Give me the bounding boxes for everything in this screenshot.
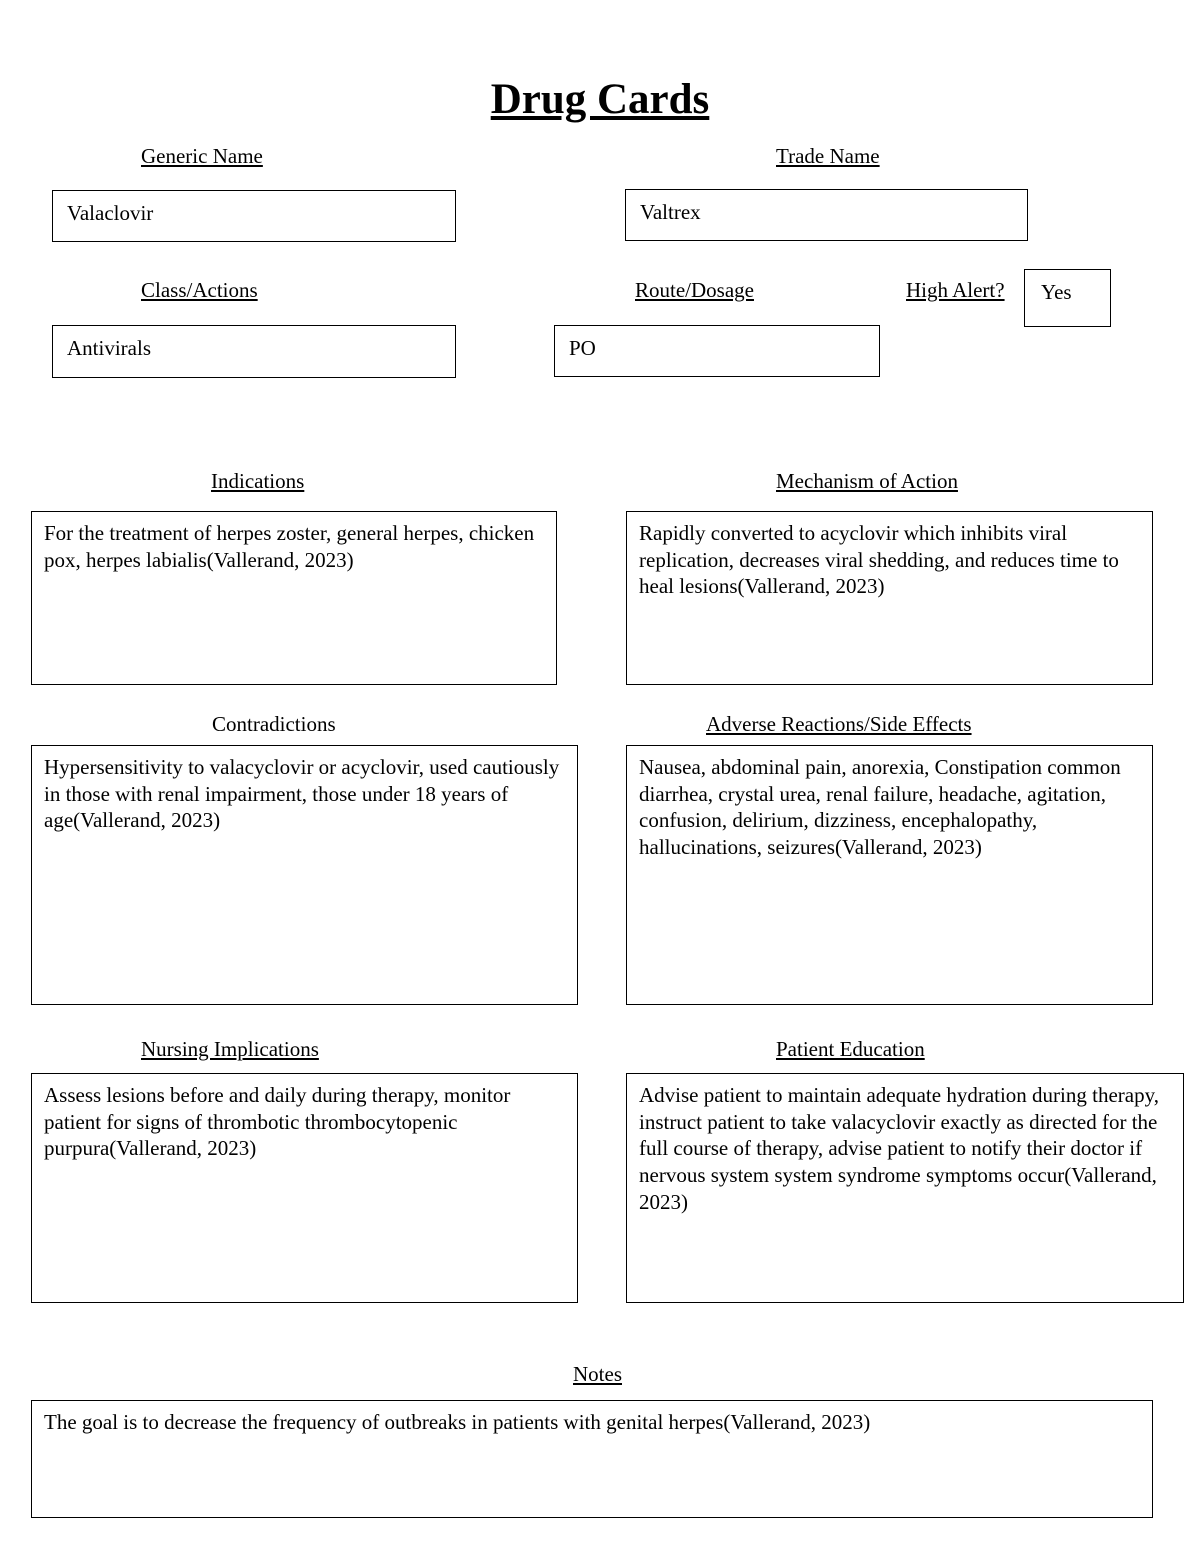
- contradictions-label: Contradictions: [212, 712, 336, 736]
- class-actions-label: Class/Actions: [141, 278, 258, 302]
- generic-name-field[interactable]: [52, 190, 456, 242]
- adverse-reactions-box[interactable]: [626, 745, 1153, 1005]
- indications-box[interactable]: [31, 511, 557, 685]
- mechanism-box[interactable]: [626, 511, 1153, 685]
- class-actions-value: Antivirals: [67, 336, 151, 360]
- generic-name-value: Valaclovir: [67, 201, 154, 225]
- nursing-implications-text: Assess lesions before and daily during therapy, monitor patient for signs of thrombotic thrombocytopenic purpura(Vallerand, 2023): [44, 1083, 511, 1161]
- high-alert-label: High Alert?: [906, 278, 1005, 302]
- nursing-implications-label: Nursing Implications: [141, 1037, 319, 1061]
- mechanism-text: Rapidly converted to acyclovir which inhibits viral replication, decreases viral shedding, and reduces time to heal lesions(Vallerand, 2023): [639, 521, 1119, 599]
- high-alert-field[interactable]: [1024, 269, 1111, 327]
- patient-education-text: Advise patient to maintain adequate hydration during therapy, instruct patient to take valacyclovir exactly as directed for the full course of therapy, advise patient to notify their doctor if nervous system system syndrome symptoms occur(Vallerand, 2023): [639, 1083, 1159, 1214]
- indications-label: Indications: [211, 469, 305, 493]
- indications-text: For the treatment of herpes zoster, general herpes, chicken pox, herpes labialis(Vallerand, 2023): [44, 521, 535, 572]
- contradictions-box[interactable]: [31, 745, 578, 1005]
- page-title: Drug Cards: [490, 76, 710, 123]
- contradictions-text: Hypersensitivity to valacyclovir or acyclovir, used cautiously in those with renal impairment, those under 18 years of age(Vallerand, 2023): [44, 755, 560, 833]
- route-dosage-label: Route/Dosage: [635, 278, 754, 302]
- trade-name-label: Trade Name: [776, 144, 880, 168]
- notes-box[interactable]: [31, 1400, 1153, 1518]
- nursing-implications-box[interactable]: [31, 1073, 578, 1303]
- mechanism-label: Mechanism of Action: [776, 469, 958, 493]
- trade-name-value: Valtrex: [640, 200, 701, 224]
- patient-education-box[interactable]: [626, 1073, 1184, 1303]
- high-alert-value: Yes: [1041, 280, 1072, 304]
- notes-label: Notes: [573, 1362, 622, 1386]
- trade-name-field[interactable]: [625, 189, 1028, 241]
- adverse-reactions-text: Nausea, abdominal pain, anorexia, Constipation common diarrhea, crystal urea, renal failure, headache, agitation, confusion, delirium, dizziness, encephalopathy, hallucinations, seizures(Vallerand, 2023): [639, 755, 1121, 860]
- generic-name-label: Generic Name: [141, 144, 263, 168]
- class-actions-field[interactable]: [52, 325, 456, 378]
- adverse-reactions-label: Adverse Reactions/Side Effects: [706, 712, 972, 736]
- patient-education-label: Patient Education: [776, 1037, 925, 1061]
- notes-text: The goal is to decrease the frequency of outbreaks in patients with genital herpes(Vallerand, 2023): [44, 1410, 871, 1434]
- route-dosage-value: PO: [569, 336, 596, 360]
- route-dosage-field[interactable]: [554, 325, 880, 377]
